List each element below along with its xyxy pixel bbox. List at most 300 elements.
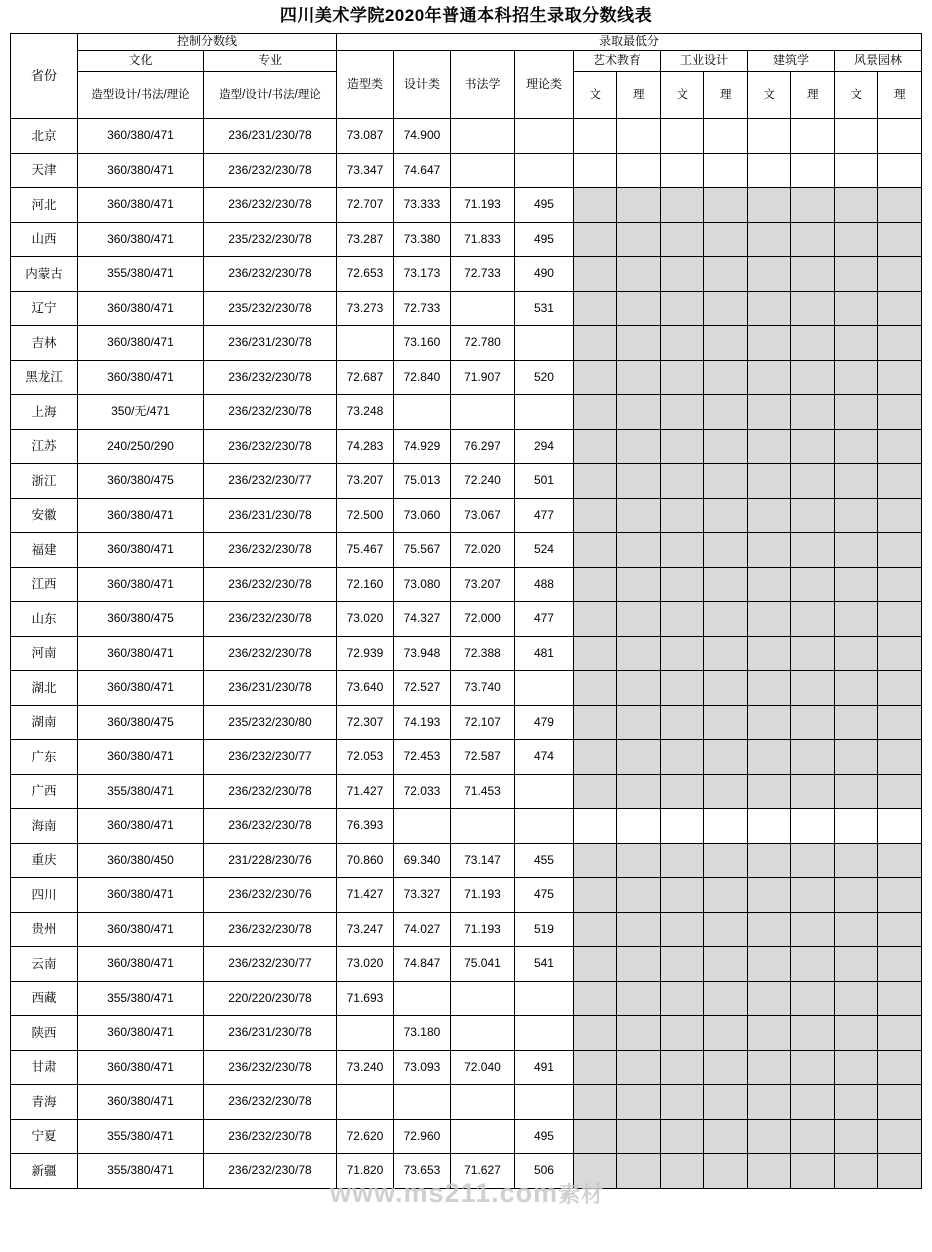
cell-province: 北京 — [10, 119, 77, 154]
table-header — [10, 34, 921, 119]
table-row — [10, 981, 921, 1016]
cell-landscape-li — [878, 153, 922, 188]
cell-landscape-li — [878, 878, 922, 913]
cell-art-education-wen — [573, 464, 617, 499]
cell-landscape-li — [878, 222, 922, 257]
cell-architecture-wen — [747, 464, 791, 499]
cell-landscape-li — [878, 1016, 922, 1051]
cell-landscape-li — [878, 533, 922, 568]
table-row — [10, 360, 921, 395]
cell-shufa — [450, 1016, 514, 1051]
cell-art-education-li — [617, 740, 661, 775]
header-province: 省份 — [10, 34, 77, 119]
cell-lilun: 475 — [514, 878, 573, 913]
cell-province: 青海 — [10, 1085, 77, 1120]
cell-major-line: 236/232/230/78 — [203, 567, 336, 602]
table-row — [10, 740, 921, 775]
cell-art-education-li — [617, 1050, 661, 1085]
cell-landscape-wen — [834, 878, 878, 913]
cell-sheji: 74.027 — [393, 912, 450, 947]
cell-lilun: 477 — [514, 498, 573, 533]
cell-architecture-li — [791, 981, 835, 1016]
cell-art-education-wen — [573, 188, 617, 223]
cell-culture-line: 360/380/471 — [77, 636, 203, 671]
table-row — [10, 843, 921, 878]
cell-lilun — [514, 153, 573, 188]
cell-lilun — [514, 981, 573, 1016]
cell-architecture-li — [791, 1085, 835, 1120]
cell-industrial-design-wen — [660, 153, 704, 188]
cell-province: 福建 — [10, 533, 77, 568]
cell-landscape-li — [878, 567, 922, 602]
header-industrial-design-wen: 文 — [660, 72, 704, 119]
cell-industrial-design-li — [704, 1154, 748, 1189]
table-row — [10, 636, 921, 671]
cell-industrial-design-wen — [660, 947, 704, 982]
cell-art-education-li — [617, 291, 661, 326]
cell-art-education-wen — [573, 843, 617, 878]
cell-art-education-wen — [573, 119, 617, 154]
table-row — [10, 498, 921, 533]
cell-landscape-wen — [834, 947, 878, 982]
cell-province: 江西 — [10, 567, 77, 602]
header-architecture-li: 理 — [791, 72, 835, 119]
cell-lilun: 495 — [514, 222, 573, 257]
cell-culture-line: 360/380/471 — [77, 533, 203, 568]
cell-industrial-design-wen — [660, 1154, 704, 1189]
cell-sheji: 74.900 — [393, 119, 450, 154]
cell-architecture-li — [791, 222, 835, 257]
cell-architecture-wen — [747, 429, 791, 464]
cell-art-education-wen — [573, 602, 617, 637]
cell-landscape-wen — [834, 188, 878, 223]
cell-zaoxing: 75.467 — [336, 533, 393, 568]
cell-lilun: 490 — [514, 257, 573, 292]
cell-province: 海南 — [10, 809, 77, 844]
cell-art-education-wen — [573, 533, 617, 568]
cell-landscape-wen — [834, 291, 878, 326]
cell-landscape-wen — [834, 912, 878, 947]
cell-culture-line: 360/380/471 — [77, 222, 203, 257]
cell-architecture-wen — [747, 671, 791, 706]
cell-art-education-wen — [573, 774, 617, 809]
table-row — [10, 326, 921, 361]
cell-industrial-design-li — [704, 602, 748, 637]
cell-sheji: 72.033 — [393, 774, 450, 809]
cell-zaoxing: 73.273 — [336, 291, 393, 326]
cell-art-education-wen — [573, 257, 617, 292]
header-major: 专业 — [203, 51, 336, 72]
cell-landscape-wen — [834, 464, 878, 499]
cell-major-line: 236/232/230/78 — [203, 912, 336, 947]
cell-sheji: 72.960 — [393, 1119, 450, 1154]
cell-major-line: 236/232/230/78 — [203, 257, 336, 292]
cell-sheji: 73.060 — [393, 498, 450, 533]
cell-zaoxing: 72.307 — [336, 705, 393, 740]
cell-culture-line: 360/380/471 — [77, 912, 203, 947]
cell-landscape-wen — [834, 1016, 878, 1051]
cell-major-line: 236/232/230/78 — [203, 1119, 336, 1154]
cell-industrial-design-wen — [660, 843, 704, 878]
cell-zaoxing — [336, 326, 393, 361]
cell-architecture-wen — [747, 1050, 791, 1085]
cell-major-line: 236/232/230/78 — [203, 602, 336, 637]
cell-major-line: 236/232/230/78 — [203, 395, 336, 430]
cell-province: 天津 — [10, 153, 77, 188]
cell-industrial-design-li — [704, 1050, 748, 1085]
cell-lilun: 531 — [514, 291, 573, 326]
cell-sheji — [393, 981, 450, 1016]
cell-shufa: 72.587 — [450, 740, 514, 775]
cell-architecture-li — [791, 602, 835, 637]
table-row — [10, 1119, 921, 1154]
cell-industrial-design-li — [704, 119, 748, 154]
cell-zaoxing: 72.653 — [336, 257, 393, 292]
cell-lilun: 519 — [514, 912, 573, 947]
cell-shufa: 73.147 — [450, 843, 514, 878]
cell-province: 内蒙古 — [10, 257, 77, 292]
cell-architecture-wen — [747, 153, 791, 188]
cell-major-line: 236/232/230/77 — [203, 740, 336, 775]
cell-art-education-wen — [573, 567, 617, 602]
cell-province: 黑龙江 — [10, 360, 77, 395]
cell-major-line: 236/231/230/78 — [203, 1016, 336, 1051]
cell-lilun: 495 — [514, 188, 573, 223]
cell-major-line: 236/232/230/78 — [203, 153, 336, 188]
cell-sheji: 73.327 — [393, 878, 450, 913]
cell-landscape-li — [878, 498, 922, 533]
cell-province: 甘肃 — [10, 1050, 77, 1085]
cell-landscape-li — [878, 1050, 922, 1085]
cell-culture-line: 360/380/471 — [77, 740, 203, 775]
cell-landscape-li — [878, 464, 922, 499]
table-row — [10, 464, 921, 499]
table-row — [10, 188, 921, 223]
cell-architecture-li — [791, 740, 835, 775]
cell-landscape-li — [878, 843, 922, 878]
cell-shufa — [450, 1085, 514, 1120]
cell-architecture-wen — [747, 188, 791, 223]
table-row — [10, 222, 921, 257]
table-row — [10, 533, 921, 568]
cell-lilun: 481 — [514, 636, 573, 671]
cell-major-line: 236/231/230/78 — [203, 671, 336, 706]
cell-industrial-design-li — [704, 843, 748, 878]
cell-province: 山西 — [10, 222, 77, 257]
cell-major-line: 235/232/230/78 — [203, 291, 336, 326]
cell-architecture-wen — [747, 947, 791, 982]
header-landscape-li: 理 — [878, 72, 922, 119]
cell-landscape-li — [878, 1085, 922, 1120]
cell-lilun: 455 — [514, 843, 573, 878]
cell-shufa: 71.627 — [450, 1154, 514, 1189]
cell-zaoxing: 72.939 — [336, 636, 393, 671]
cell-province: 宁夏 — [10, 1119, 77, 1154]
table-row — [10, 153, 921, 188]
cell-major-line: 236/232/230/78 — [203, 636, 336, 671]
cell-art-education-wen — [573, 1050, 617, 1085]
cell-art-education-wen — [573, 1154, 617, 1189]
cell-landscape-wen — [834, 843, 878, 878]
header-art-education-li: 理 — [617, 72, 661, 119]
cell-industrial-design-li — [704, 705, 748, 740]
cell-art-education-li — [617, 912, 661, 947]
cell-architecture-wen — [747, 809, 791, 844]
cell-province: 河北 — [10, 188, 77, 223]
admission-score-table — [10, 33, 922, 1189]
cell-industrial-design-wen — [660, 498, 704, 533]
cell-shufa: 72.733 — [450, 257, 514, 292]
header-landscape-wen: 文 — [834, 72, 878, 119]
cell-major-line: 236/232/230/78 — [203, 188, 336, 223]
cell-architecture-li — [791, 1119, 835, 1154]
table-row — [10, 429, 921, 464]
cell-zaoxing: 73.347 — [336, 153, 393, 188]
cell-art-education-wen — [573, 395, 617, 430]
header-zaoxing: 造型类 — [336, 51, 393, 119]
cell-industrial-design-wen — [660, 878, 704, 913]
cell-province: 上海 — [10, 395, 77, 430]
cell-sheji: 73.380 — [393, 222, 450, 257]
cell-sheji — [393, 395, 450, 430]
cell-major-line: 236/232/230/78 — [203, 1085, 336, 1120]
cell-landscape-li — [878, 636, 922, 671]
cell-art-education-li — [617, 153, 661, 188]
cell-shufa: 71.907 — [450, 360, 514, 395]
cell-major-line: 236/232/230/77 — [203, 947, 336, 982]
cell-shufa — [450, 809, 514, 844]
cell-major-line: 235/232/230/80 — [203, 705, 336, 740]
cell-major-line: 231/228/230/76 — [203, 843, 336, 878]
cell-major-line: 220/220/230/78 — [203, 981, 336, 1016]
cell-major-line: 236/232/230/78 — [203, 1050, 336, 1085]
cell-architecture-li — [791, 153, 835, 188]
table-row — [10, 1050, 921, 1085]
cell-architecture-wen — [747, 119, 791, 154]
cell-architecture-li — [791, 705, 835, 740]
cell-major-line: 236/232/230/78 — [203, 533, 336, 568]
cell-landscape-wen — [834, 222, 878, 257]
cell-industrial-design-wen — [660, 533, 704, 568]
cell-industrial-design-li — [704, 360, 748, 395]
cell-landscape-li — [878, 947, 922, 982]
cell-major-line: 236/231/230/78 — [203, 119, 336, 154]
cell-landscape-wen — [834, 705, 878, 740]
cell-zaoxing: 71.693 — [336, 981, 393, 1016]
cell-art-education-li — [617, 188, 661, 223]
cell-zaoxing: 76.393 — [336, 809, 393, 844]
cell-architecture-li — [791, 291, 835, 326]
cell-sheji: 73.173 — [393, 257, 450, 292]
header-admission-min-group: 录取最低分 — [336, 34, 921, 51]
cell-industrial-design-wen — [660, 291, 704, 326]
cell-art-education-wen — [573, 981, 617, 1016]
cell-art-education-wen — [573, 878, 617, 913]
cell-art-education-li — [617, 1154, 661, 1189]
table-row — [10, 774, 921, 809]
cell-art-education-wen — [573, 740, 617, 775]
cell-shufa: 72.107 — [450, 705, 514, 740]
cell-culture-line: 355/380/471 — [77, 257, 203, 292]
cell-shufa: 71.193 — [450, 878, 514, 913]
cell-art-education-li — [617, 878, 661, 913]
header-industrial-design-li: 理 — [704, 72, 748, 119]
cell-sheji: 75.013 — [393, 464, 450, 499]
cell-culture-line: 360/380/471 — [77, 291, 203, 326]
cell-zaoxing: 72.687 — [336, 360, 393, 395]
cell-architecture-wen — [747, 1085, 791, 1120]
cell-lilun: 477 — [514, 602, 573, 637]
cell-industrial-design-wen — [660, 188, 704, 223]
cell-landscape-wen — [834, 533, 878, 568]
cell-art-education-li — [617, 1016, 661, 1051]
cell-major-line: 236/232/230/78 — [203, 1154, 336, 1189]
cell-industrial-design-wen — [660, 981, 704, 1016]
cell-province: 江苏 — [10, 429, 77, 464]
cell-architecture-li — [791, 947, 835, 982]
cell-zaoxing: 73.640 — [336, 671, 393, 706]
cell-industrial-design-li — [704, 1085, 748, 1120]
cell-zaoxing: 73.287 — [336, 222, 393, 257]
cell-major-line: 236/232/230/76 — [203, 878, 336, 913]
cell-lilun — [514, 1085, 573, 1120]
table-row — [10, 947, 921, 982]
cell-industrial-design-wen — [660, 1085, 704, 1120]
cell-culture-line: 360/380/471 — [77, 878, 203, 913]
cell-culture-line: 355/380/471 — [77, 774, 203, 809]
cell-industrial-design-wen — [660, 222, 704, 257]
cell-architecture-li — [791, 119, 835, 154]
header-art-education-wen: 文 — [573, 72, 617, 119]
cell-architecture-li — [791, 671, 835, 706]
cell-zaoxing: 73.087 — [336, 119, 393, 154]
cell-art-education-wen — [573, 705, 617, 740]
cell-landscape-wen — [834, 429, 878, 464]
cell-province: 湖南 — [10, 705, 77, 740]
cell-zaoxing: 72.160 — [336, 567, 393, 602]
cell-art-education-li — [617, 360, 661, 395]
cell-sheji: 73.160 — [393, 326, 450, 361]
table-row — [10, 119, 921, 154]
cell-industrial-design-li — [704, 533, 748, 568]
header-industrial-design: 工业设计 — [660, 51, 747, 72]
cell-lilun: 488 — [514, 567, 573, 602]
cell-art-education-li — [617, 705, 661, 740]
cell-industrial-design-wen — [660, 809, 704, 844]
table-row — [10, 878, 921, 913]
cell-landscape-wen — [834, 1154, 878, 1189]
table-row — [10, 1085, 921, 1120]
cell-industrial-design-wen — [660, 429, 704, 464]
cell-architecture-wen — [747, 498, 791, 533]
cell-sheji: 73.080 — [393, 567, 450, 602]
cell-shufa: 71.453 — [450, 774, 514, 809]
cell-zaoxing: 70.860 — [336, 843, 393, 878]
page-title: 四川美术学院2020年普通本科招生录取分数线表 — [279, 6, 653, 25]
header-control-line-group: 控制分数线 — [77, 34, 336, 51]
cell-art-education-li — [617, 222, 661, 257]
cell-landscape-li — [878, 981, 922, 1016]
cell-landscape-li — [878, 360, 922, 395]
cell-sheji: 72.453 — [393, 740, 450, 775]
cell-province: 云南 — [10, 947, 77, 982]
cell-province: 贵州 — [10, 912, 77, 947]
cell-culture-line: 360/380/471 — [77, 1050, 203, 1085]
cell-landscape-li — [878, 119, 922, 154]
cell-culture-line: 360/380/471 — [77, 1085, 203, 1120]
cell-landscape-li — [878, 1154, 922, 1189]
header-shufa: 书法学 — [450, 51, 514, 119]
cell-landscape-wen — [834, 326, 878, 361]
cell-province: 浙江 — [10, 464, 77, 499]
cell-major-line: 236/231/230/78 — [203, 326, 336, 361]
cell-sheji: 73.948 — [393, 636, 450, 671]
cell-shufa: 72.780 — [450, 326, 514, 361]
cell-lilun: 474 — [514, 740, 573, 775]
cell-sheji: 72.733 — [393, 291, 450, 326]
cell-province: 广西 — [10, 774, 77, 809]
cell-industrial-design-li — [704, 947, 748, 982]
cell-lilun: 294 — [514, 429, 573, 464]
cell-sheji: 72.840 — [393, 360, 450, 395]
cell-lilun — [514, 671, 573, 706]
cell-sheji — [393, 1085, 450, 1120]
cell-shufa — [450, 395, 514, 430]
cell-industrial-design-li — [704, 636, 748, 671]
cell-industrial-design-li — [704, 809, 748, 844]
cell-culture-line: 360/380/471 — [77, 947, 203, 982]
cell-lilun: 501 — [514, 464, 573, 499]
cell-zaoxing: 72.707 — [336, 188, 393, 223]
cell-industrial-design-li — [704, 222, 748, 257]
cell-art-education-wen — [573, 222, 617, 257]
cell-zaoxing: 73.240 — [336, 1050, 393, 1085]
cell-sheji: 72.527 — [393, 671, 450, 706]
cell-major-line: 236/232/230/78 — [203, 360, 336, 395]
cell-industrial-design-li — [704, 153, 748, 188]
cell-zaoxing: 71.820 — [336, 1154, 393, 1189]
cell-shufa — [450, 1119, 514, 1154]
cell-art-education-li — [617, 1085, 661, 1120]
cell-zaoxing: 72.620 — [336, 1119, 393, 1154]
cell-art-education-wen — [573, 326, 617, 361]
cell-landscape-li — [878, 291, 922, 326]
cell-major-line: 236/232/230/78 — [203, 809, 336, 844]
cell-art-education-wen — [573, 1085, 617, 1120]
cell-architecture-li — [791, 429, 835, 464]
cell-landscape-li — [878, 809, 922, 844]
cell-architecture-wen — [747, 360, 791, 395]
cell-landscape-wen — [834, 1050, 878, 1085]
cell-industrial-design-wen — [660, 1119, 704, 1154]
cell-architecture-li — [791, 912, 835, 947]
cell-shufa: 71.833 — [450, 222, 514, 257]
cell-industrial-design-wen — [660, 326, 704, 361]
table-row — [10, 912, 921, 947]
cell-architecture-wen — [747, 636, 791, 671]
cell-culture-line: 360/380/471 — [77, 153, 203, 188]
cell-sheji: 74.847 — [393, 947, 450, 982]
cell-culture-line: 360/380/471 — [77, 326, 203, 361]
cell-province: 河南 — [10, 636, 77, 671]
cell-industrial-design-li — [704, 1016, 748, 1051]
cell-shufa: 76.297 — [450, 429, 514, 464]
header-architecture: 建筑学 — [747, 51, 834, 72]
cell-architecture-wen — [747, 843, 791, 878]
cell-industrial-design-wen — [660, 567, 704, 602]
table-row — [10, 257, 921, 292]
cell-landscape-wen — [834, 809, 878, 844]
